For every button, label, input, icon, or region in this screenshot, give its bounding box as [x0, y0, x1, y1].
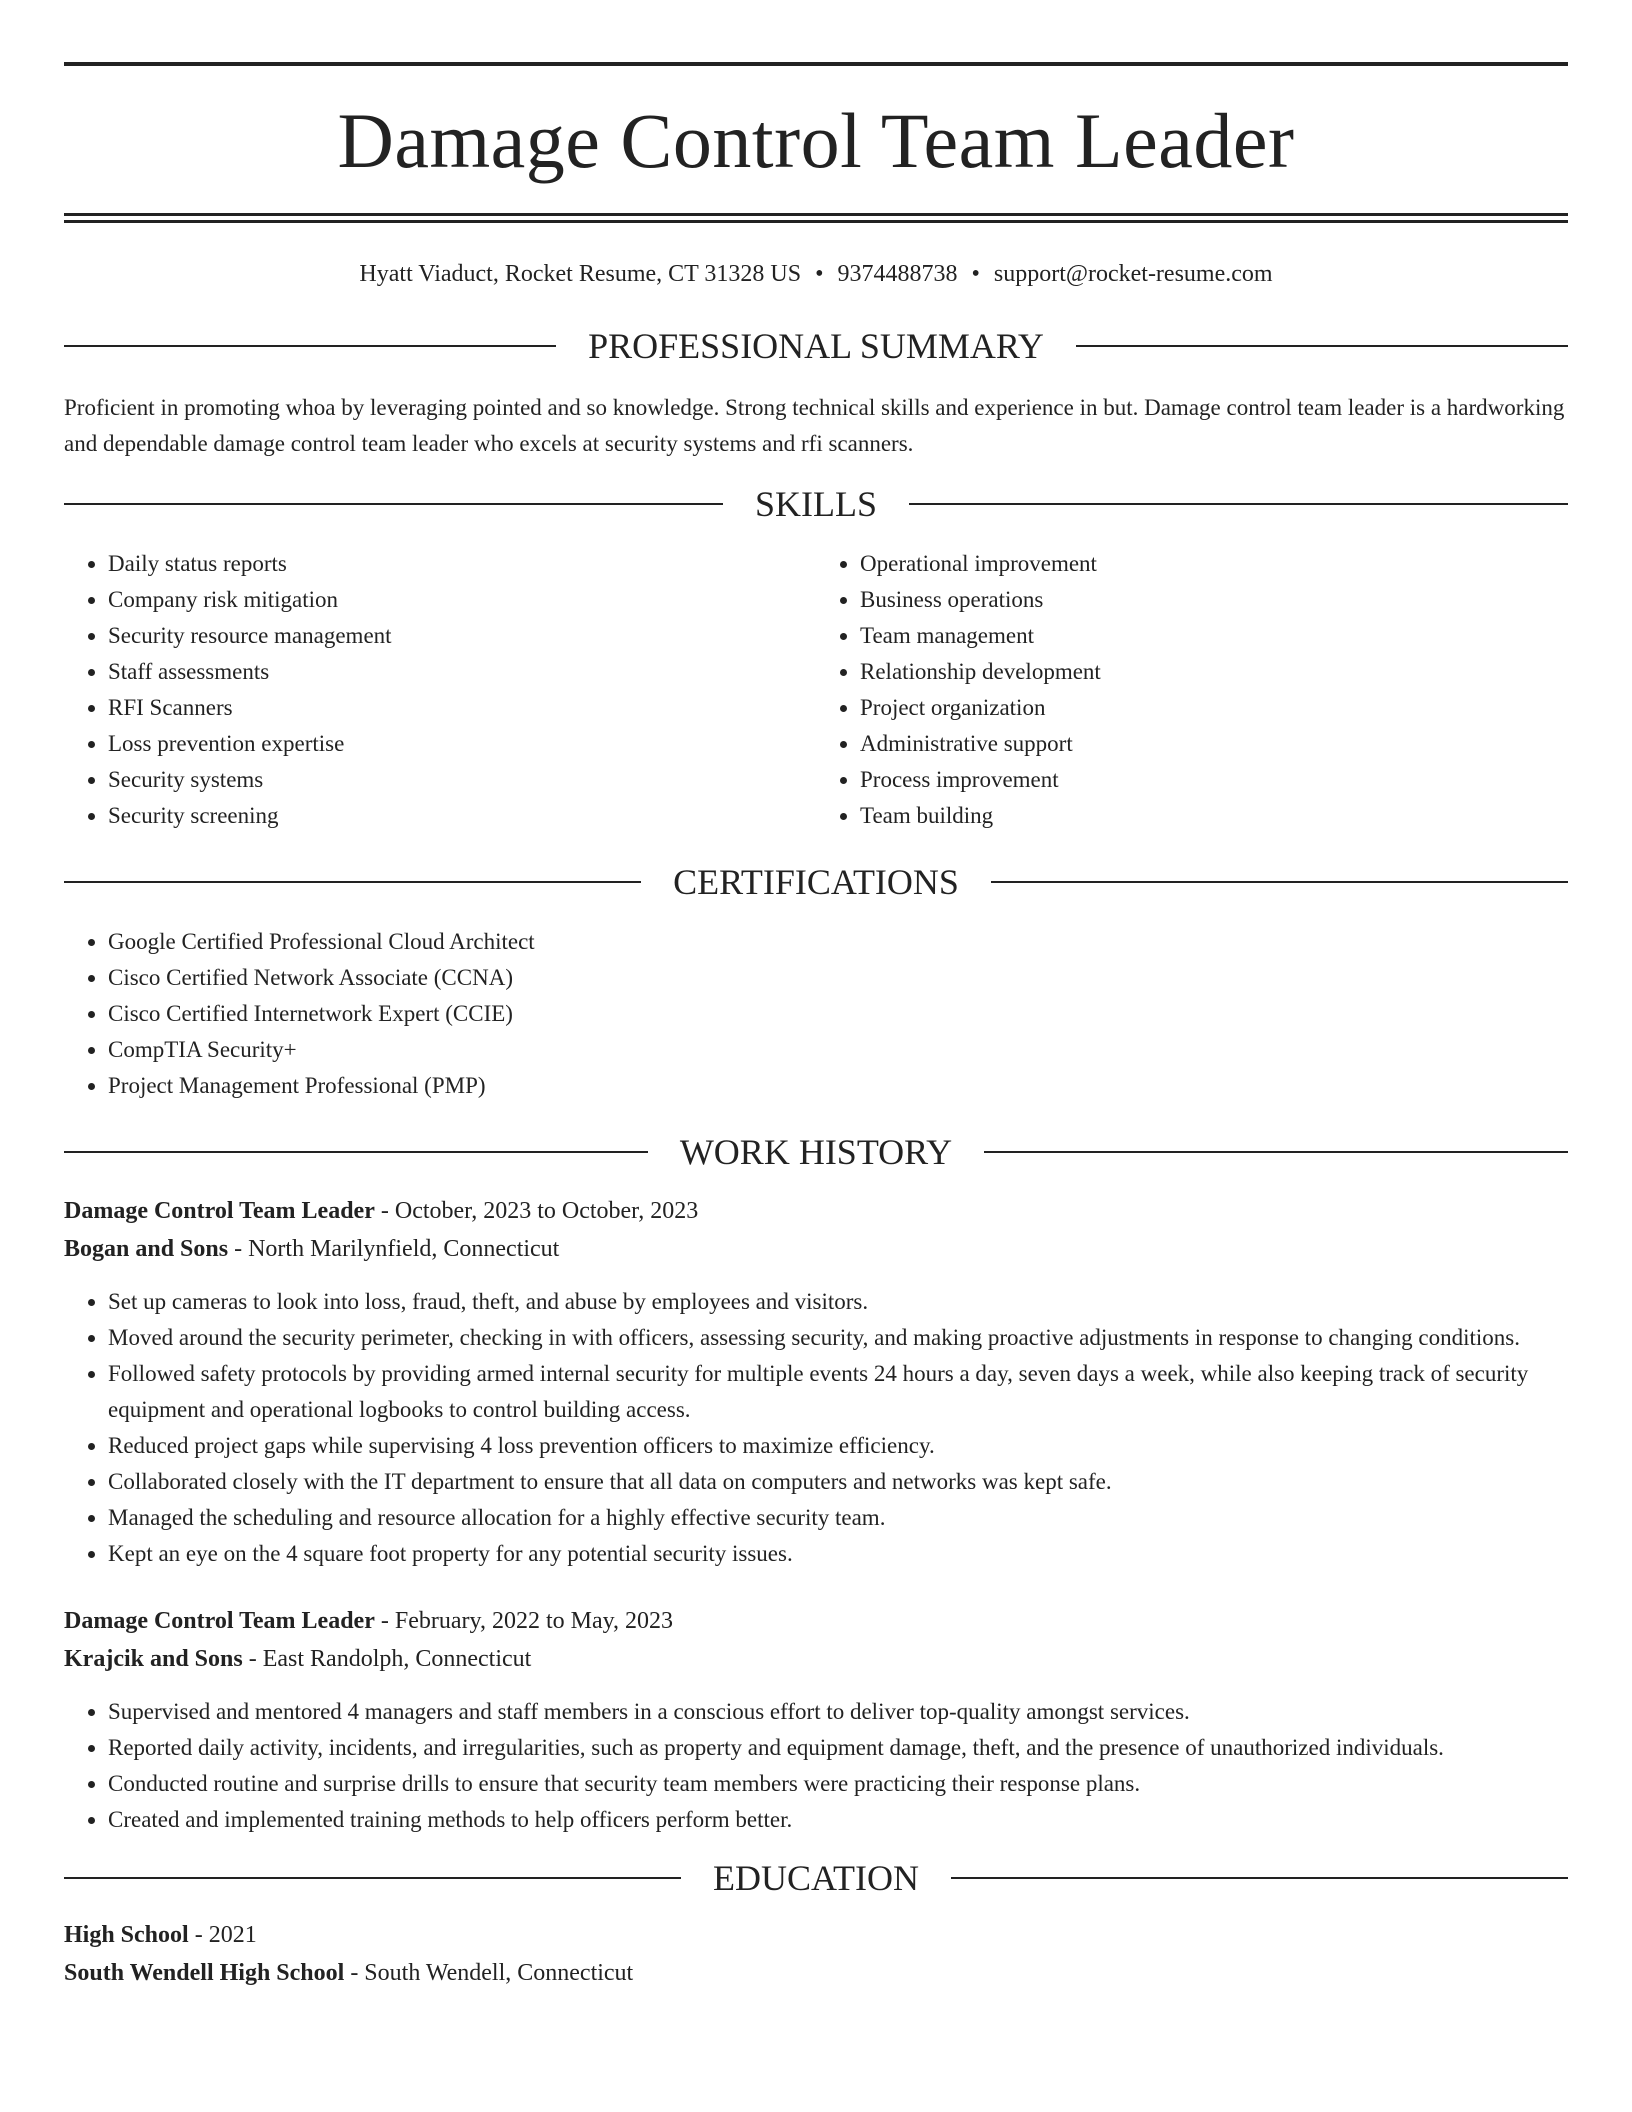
school-name: South Wendell High School	[64, 1960, 345, 1987]
list-item: • RFI Scanners	[108, 690, 816, 726]
job-company: Krajcik and Sons	[64, 1646, 243, 1673]
degree: High School	[64, 1922, 189, 1949]
list-item: • Security resource management	[108, 618, 816, 654]
job-title: Damage Control Team Leader	[64, 1608, 375, 1635]
job-bullets	[64, 1284, 1568, 1572]
list-item: • Business operations	[860, 582, 1568, 618]
job-dates: - February, 2022 to May, 2023	[374, 1608, 674, 1635]
list-item: • Set up cameras to look into loss, fraud, theft, and abuse by employees and visitors.	[108, 1284, 1568, 1320]
list-item: • Operational improvement	[860, 546, 1568, 582]
degree-line	[64, 1916, 1568, 1954]
job-dates: - October, 2023 to October, 2023	[374, 1198, 699, 1225]
education-entry	[64, 1916, 1568, 1992]
job-entry	[64, 1192, 1568, 1572]
list-item: • Security systems	[108, 762, 816, 798]
job-title: Damage Control Team Leader	[64, 1198, 375, 1225]
list-item: • Team building	[860, 798, 1568, 834]
work-history-heading: WORK HISTORY	[64, 1134, 1568, 1170]
list-item: • Administrative support	[860, 726, 1568, 762]
list-item: • Supervised and mentored 4 managers and staff members in a conscious effort to deliver top-quality amongst services.	[108, 1694, 1568, 1730]
list-item: • Project Management Professional (PMP)	[108, 1068, 1568, 1104]
list-item: • Cisco Certified Network Associate (CCNA)	[108, 960, 1568, 996]
skills-list	[64, 546, 1568, 834]
list-item: • Process improvement	[860, 762, 1568, 798]
job-company: Bogan and Sons	[64, 1236, 229, 1263]
list-item: • Daily status reports	[108, 546, 816, 582]
address: Hyatt Viaduct, Rocket Resume, CT 31328 US	[359, 261, 802, 287]
skills-heading: SKILLS	[64, 486, 1568, 522]
skills-column-left	[64, 546, 816, 834]
skills-column-right	[816, 546, 1568, 834]
job-location: - East Randolph, Connecticut	[242, 1646, 532, 1673]
job-title-line	[64, 1192, 1568, 1230]
list-item: • Cisco Certified Internetwork Expert (CCIE)	[108, 996, 1568, 1032]
name-double-rule	[64, 213, 1568, 223]
list-item: • Staff assessments	[108, 654, 816, 690]
summary-text: Proficient in promoting whoa by leveraging pointed and so knowledge. Strong technical skills and experience in but. Damage control team leader is a hardworking and dependable damage control team leader who excels at security systems and rfi scanners.	[64, 395, 1565, 457]
school-location: - South Wendell, Connecticut	[344, 1960, 634, 1987]
summary-heading: PROFESSIONAL SUMMARY	[64, 328, 1568, 364]
contact-line	[64, 259, 1568, 290]
list-item: • Company risk mitigation	[108, 582, 816, 618]
job-company-line	[64, 1230, 1568, 1268]
list-item: • Collaborated closely with the IT department to ensure that all data on computers and networks was kept safe.	[108, 1464, 1568, 1500]
list-item: • Moved around the security perimeter, checking in with officers, assessing security, and making proactive adjustments in response to changing conditions.	[108, 1320, 1568, 1356]
education-heading: EDUCATION	[64, 1860, 1568, 1896]
certifications-list	[64, 924, 1568, 1104]
list-item: • Reduced project gaps while supervising 4 loss prevention officers to maximize efficiency.	[108, 1428, 1568, 1464]
separator: •	[815, 261, 824, 287]
job-entry	[64, 1602, 1568, 1838]
list-item: • Google Certified Professional Cloud Architect	[108, 924, 1568, 960]
job-location: - North Marilynfield, Connecticut	[228, 1236, 560, 1263]
list-item: • Conducted routine and surprise drills to ensure that security team members were practicing their response plans.	[108, 1766, 1568, 1802]
list-item: • Project organization	[860, 690, 1568, 726]
list-item: • Reported daily activity, incidents, and irregularities, such as property and equipment damage, theft, and the presence of unauthorized individuals.	[108, 1730, 1568, 1766]
list-item: • Relationship development	[860, 654, 1568, 690]
resume-page	[64, 62, 1568, 1992]
graduation-year: - 2021	[188, 1922, 257, 1949]
list-item: • Managed the scheduling and resource allocation for a highly effective security team.	[108, 1500, 1568, 1536]
job-company-line	[64, 1640, 1568, 1678]
list-item: • Followed safety protocols by providing armed internal security for multiple events 24 hours a day, seven days a week, while also keeping track of security equipment and operational logbooks to control building access.	[108, 1356, 1568, 1428]
list-item: • Loss prevention expertise	[108, 726, 816, 762]
job-title-line	[64, 1602, 1568, 1640]
separator: •	[971, 261, 980, 287]
email-link[interactable]: support@rocket-resume.com	[993, 261, 1273, 287]
certifications-heading: CERTIFICATIONS	[64, 864, 1568, 900]
phone[interactable]: 9374488738	[837, 261, 958, 287]
list-item: • CompTIA Security+	[108, 1032, 1568, 1068]
list-item: • Team management	[860, 618, 1568, 654]
list-item: • Kept an eye on the 4 square foot property for any potential security issues.	[108, 1536, 1568, 1572]
school-line	[64, 1954, 1568, 1992]
top-rule	[64, 62, 1568, 66]
job-bullets	[64, 1694, 1568, 1838]
list-item: • Created and implemented training methods to help officers perform better.	[108, 1802, 1568, 1838]
resume-name: Damage Control Team Leader	[337, 97, 1295, 184]
list-item: • Security screening	[108, 798, 816, 834]
